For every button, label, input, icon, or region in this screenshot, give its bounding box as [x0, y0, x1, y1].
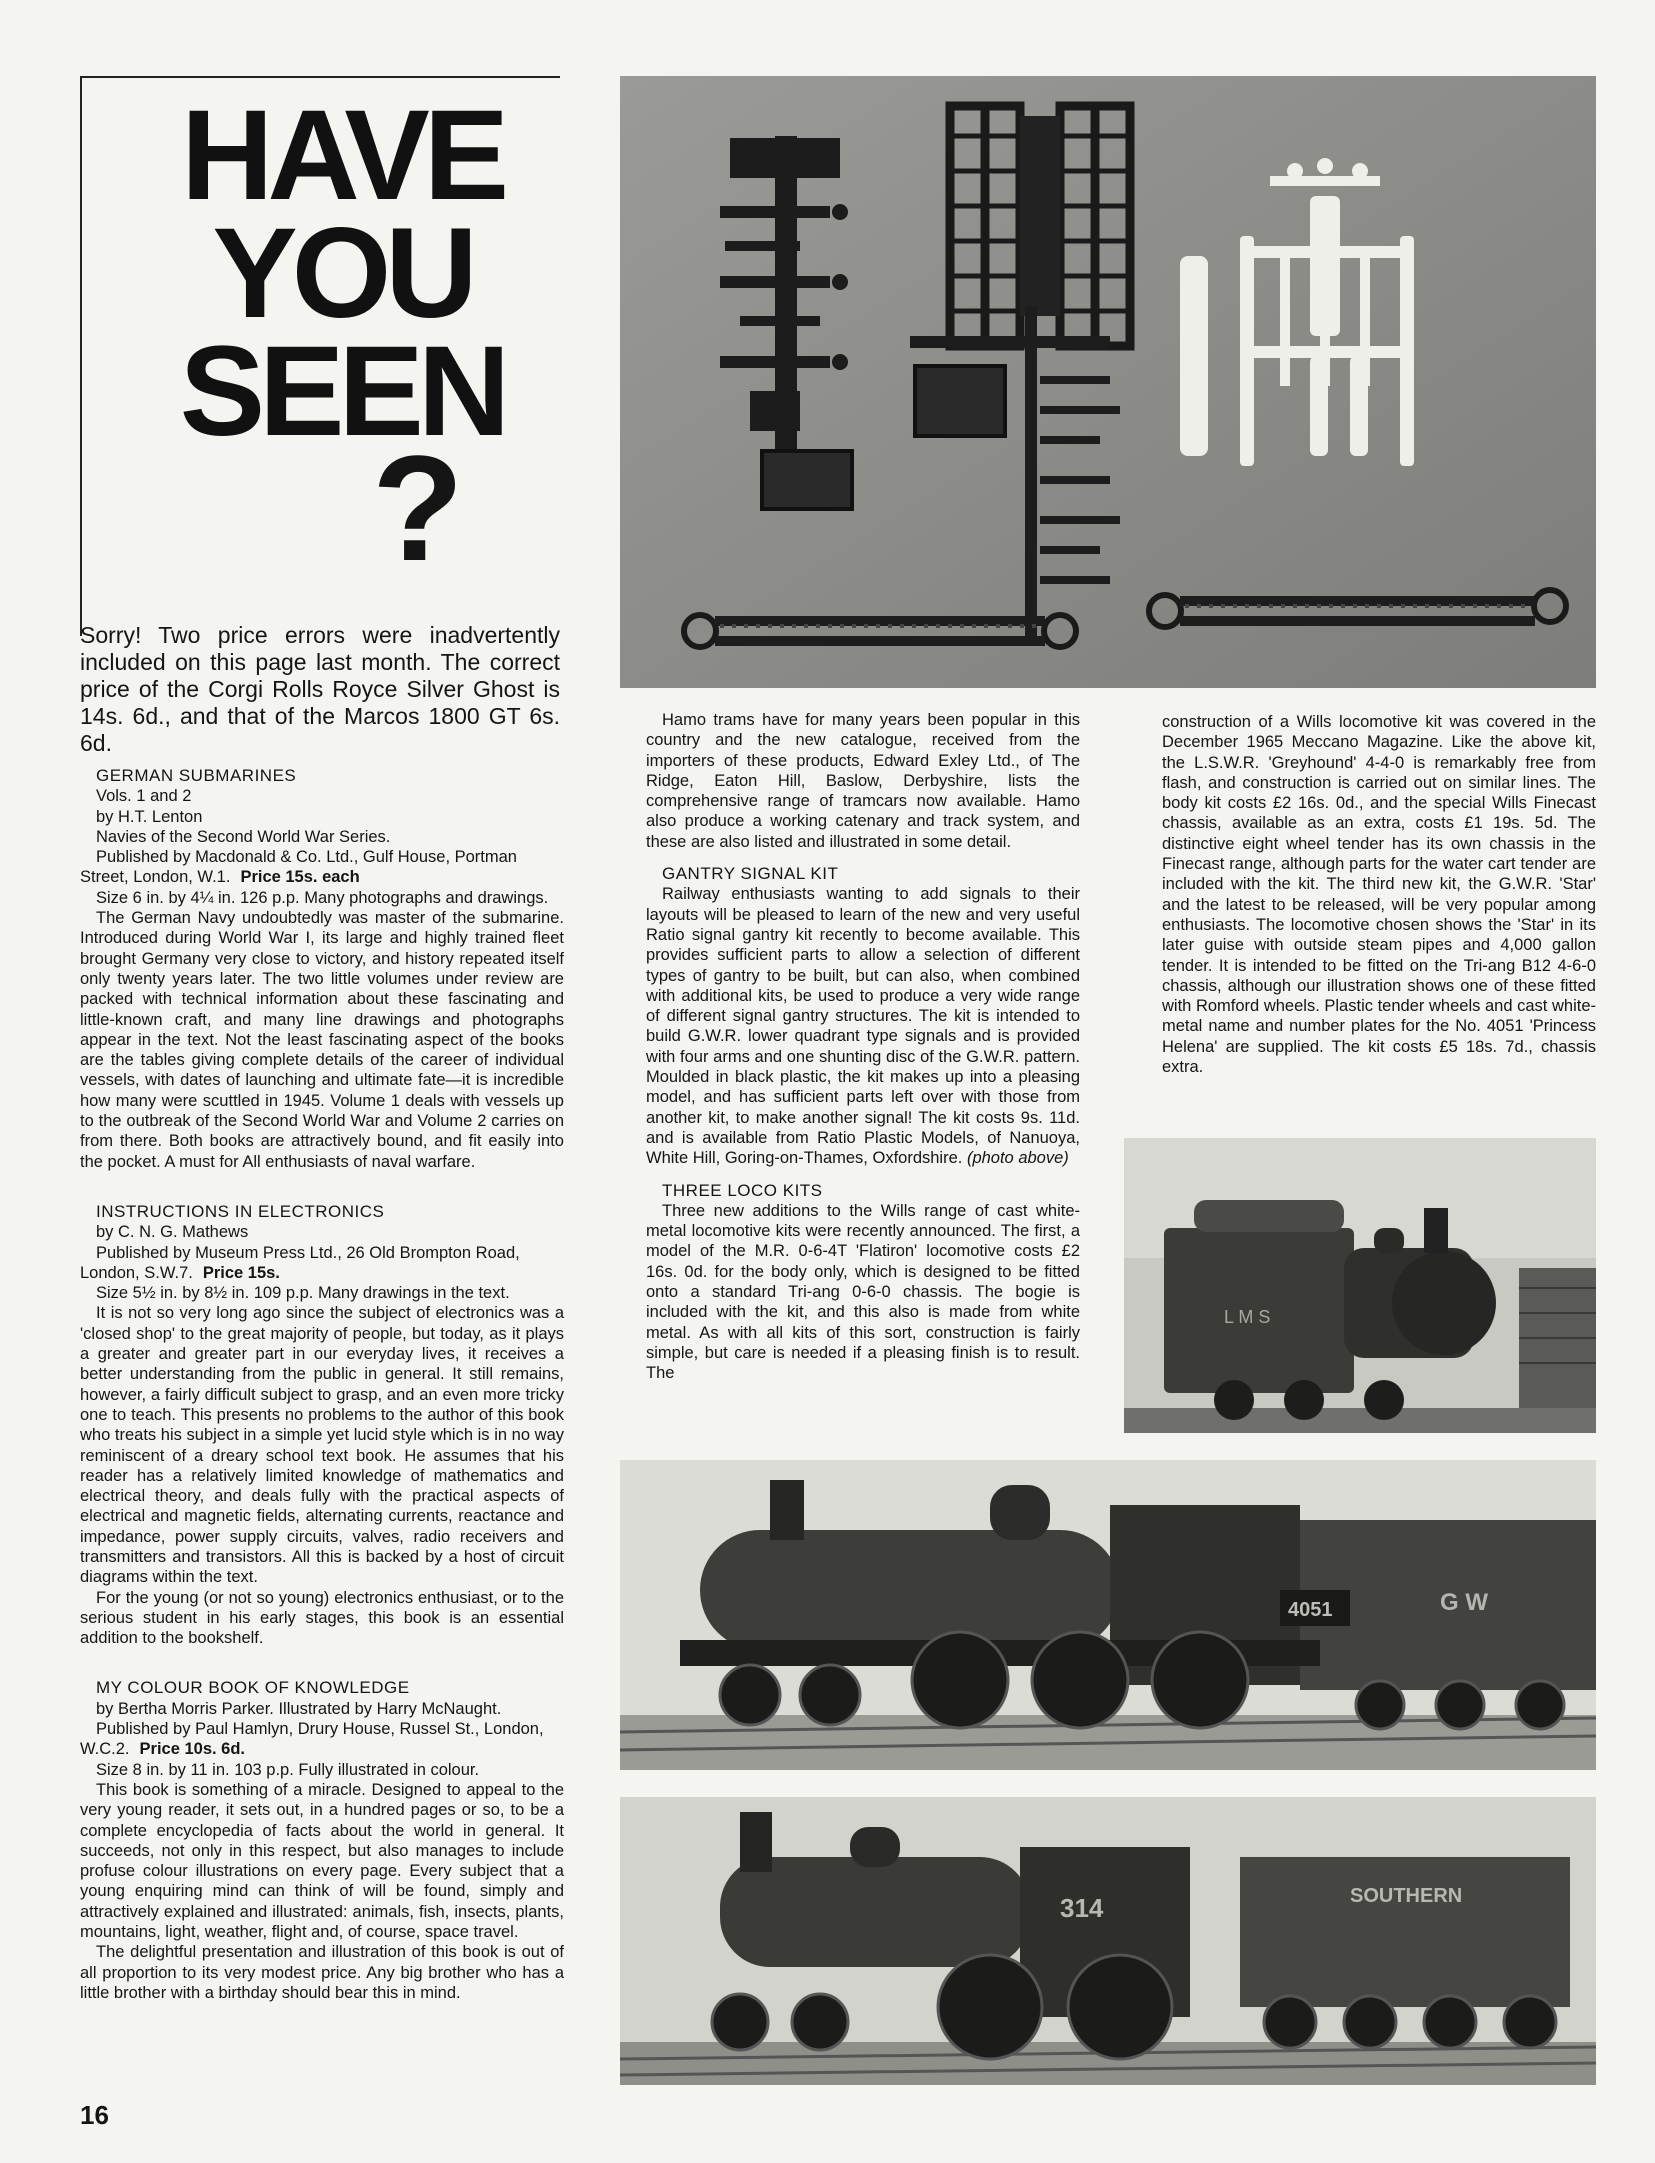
correction-notice: Sorry! Two price errors were inadvertently included on this page last month. The correct price of the Corgi Rolls Royce Silver Ghost is 14s. 6d., and that of the Marcos 1800 GT 6s. 6d.	[80, 622, 560, 756]
book-review-paragraph: For the young (or not so young) electronics enthusiast, or to the serious student in his early stages, this book is an essential addition to the bookshelf.	[80, 1588, 564, 1648]
page-number: 16	[80, 2100, 109, 2130]
gwr-tender-lettering: G W	[1440, 1589, 1488, 1616]
book-publisher-text: Published by Macdonald & Co. Ltd., Gulf House, Portman Street, London, W.1.	[80, 848, 517, 887]
book-size: Size 6 in. by 4¼ in. 126 p.p. Many photographs and drawings.	[96, 888, 549, 907]
book-publisher	[80, 847, 564, 888]
gantry-paragraph	[646, 884, 1080, 1168]
signal-kit-photo	[620, 76, 1596, 688]
book-title: MY COLOUR BOOK OF KNOWLEDGE	[96, 1678, 410, 1698]
book-publisher	[80, 1719, 564, 1760]
news-right-column	[1162, 712, 1596, 1077]
photo-credit: (photo above)	[966, 1149, 1069, 1168]
loco-paragraph: Three new additions to the Wills range of cast white-metal locomotive kits were recently announced. The first, a model of the M.R. 0-6-4T 'Flatiron' locomotive costs £2 16s. 0d. for the body only, which is designed to be fitted onto a standard Tri-ang 0-6-0 chassis. The bogie is included with the kit, and this also is made from white metal. As with all kits of this sort, construction is fairly simple, but care is needed if a pleasing finish is to result. The	[646, 1201, 1080, 1383]
book-price: Price 15s. each	[240, 868, 360, 887]
book-review-paragraph: It is not so very long ago since the subject of electronics was a 'closed shop' to the great majority of people, but today, as it plays a greater and greater part in our everyday lives, it receives a better understanding from the public in general. It still remains, however, a fairly difficult subject to grasp, and an even more tricky one to teach. This presents no problems to the author of this book who treats his subject in a simple yet lucid style which is in no way reminiscent of a dreary school text book. He assumes that his reader has a relatively limited knowledge of mathematics and electrical theory, and deals fully with the practical aspects of electrical and magnetic fields, alternating currents, reactance and impedance, power supply circuits, valves, radio receivers and transmitters and transistors. All this is backed by a host of circuit diagrams within the text.	[80, 1304, 564, 1587]
book-title: GERMAN SUBMARINES	[96, 766, 297, 785]
book-author: by H.T. Lenton	[96, 807, 203, 826]
book-author: by Bertha Morris Parker. Illustrated by Harry McNaught.	[96, 1699, 502, 1718]
headline-you: YOU	[212, 202, 472, 345]
book-review-paragraph: The German Navy undoubtedly was master of the submarine. Introduced during World War I, its large and highly trained fleet brought Germany very close to victory, and history repeated itself only twenty years later. The two little volumes under review are packed with technical information about these fascinating and little-known craft, and many line drawings and photographs appear in the text. Not the least fascinating aspect of the books are the tables giving complete details of the career of individual vessels, with dates of launching and ultimate fate—it is incredible how many were scuttled in 1945. Volume 1 deals with vessels up to the outbreak of the Second World War and Volume 2 carries on from there. Both books are attractively bound, and fit easily into the pocket. A must for All enthusiasts of naval warfare.	[80, 909, 564, 1171]
headline-seen: SEEN	[179, 320, 505, 463]
book-title: INSTRUCTIONS IN ELECTRONICS	[96, 1201, 385, 1221]
loco-continued-paragraph: construction of a Wills locomotive kit was covered in the December 1965 Meccano Magazine. Like the above kit, the L.S.W.R. 'Greyhound' 4-4-0 is remarkably free from flash, and construction is carried out on similar lines. The body kit costs £2 16s. 0d., and the special Wills Finecast chassis, available as an extra, costs £1 19s. 5d. The distinctive eight wheel tender has its own chassis in the Finecast range, although parts for the water cart tender are included with the kit. The third new kit, the G.W.R. 'Star' and the latest to be released, will be very popular among enthusiasts. The locomotive chosen shows the 'Star' in its later guise with outside steam pipes and 4,000 gallon tender. It is intended to be fitted on the Tri-ang B12 4-6-0 chassis, although our illustration shows one of these fitted with Romford wheels. Plastic tender wheels and cast white-metal name and number plates for the No. 4051 'Princess Helena' are supplied. The kit costs £5 18s. 7d., chassis extra.	[1162, 713, 1596, 1077]
news-middle-column	[646, 710, 1080, 1384]
book-author: by C. N. G. Mathews	[96, 1223, 249, 1242]
book-publisher-text: Published by Paul Hamlyn, Drury House, Russel St., London, W.C.2.	[80, 1720, 544, 1759]
gantry-section-title: GANTRY SIGNAL KIT	[662, 864, 839, 884]
book-price: Price 10s. 6d.	[139, 1740, 246, 1759]
headline-question-mark: ?	[372, 424, 464, 592]
book-meta: Vols. 1 and 2	[96, 787, 192, 806]
southern-greyhound-locomotive-photo	[620, 1797, 1596, 2085]
tank-locomotive-photo	[1124, 1138, 1596, 1433]
book-review-paragraph: The delightful presentation and illustration of this book is out of all proportion to its very modest price. Any big brother who has a little brother with a birthday should bear this in mind.	[80, 1943, 564, 2002]
book-price: Price 15s.	[202, 1263, 280, 1282]
book-size: Size 5½ in. by 8½ in. 109 p.p. Many drawings in the text.	[96, 1284, 510, 1303]
book-reviews-column	[80, 766, 564, 2003]
gantry-text: Railway enthusiasts wanting to add signals to their layouts will be pleased to learn of the new and very useful Ratio signal gantry kit recently to become available. This provides sufficient parts to allow a selection of different types of gantry to be built, but can also, when combined with additional kits, be used to produce a very wide range of different signal gantry structures. The kit is intended to build G.W.R. lower quadrant type signals and is provided with four arms and one shunting disc of the G.W.R. pattern. Moulded in black plastic, the kit makes up into a pleasing model, and has sufficient parts left over with those from another kit, to make another signal! The kit costs 9s. 11d. and is available from Ratio Plastic Models, of Nanuoya, White Hill, Goring-on-Thames, Oxfordshire.	[646, 885, 1080, 1168]
book-series: Navies of the Second World War Series.	[96, 827, 391, 846]
book-publisher-text: Published by Museum Press Ltd., 26 Old Brompton Road, London, S.W.7.	[80, 1243, 520, 1282]
headline-have: HAVE	[180, 84, 504, 227]
gwr-number-plate: 4051	[1288, 1599, 1333, 1621]
book-size: Size 8 in. by 11 in. 103 p.p. Fully illustrated in colour.	[96, 1760, 480, 1779]
southern-number: 314	[1060, 1893, 1104, 1923]
tank-lettering: L M S	[1224, 1307, 1271, 1327]
book-review-paragraph: This book is something of a miracle. Designed to appeal to the very young reader, it sets out, in a hundred pages or so, to be a complete encyclopedia of facts about the world in general. It succeeds, not only in this respect, but also manages to include profuse colour illustrations on every page. Every subject that a young enquiring mind can think of will be found, simply and attractively explained and illustrated: animals, fish, insects, plants, mountains, light, weather, flight and, of course, space travel.	[80, 1780, 564, 1942]
header-box	[80, 76, 560, 636]
loco-section-title: THREE LOCO KITS	[662, 1180, 823, 1200]
hamo-paragraph: Hamo trams have for many years been popular in this country and the new catalogue, received from the importers of these products, Edward Exley Ltd., of The Ridge, Eaton Hill, Baslow, Derbyshire, lists the comprehensive range of tramcars now available. Hamo also produce a working catenary and track system, and these are also listed and illustrated in some detail.	[646, 711, 1080, 851]
gwr-star-locomotive-photo	[620, 1460, 1596, 1770]
southern-tender-lettering: SOUTHERN	[1350, 1885, 1463, 1907]
book-publisher	[80, 1243, 564, 1284]
